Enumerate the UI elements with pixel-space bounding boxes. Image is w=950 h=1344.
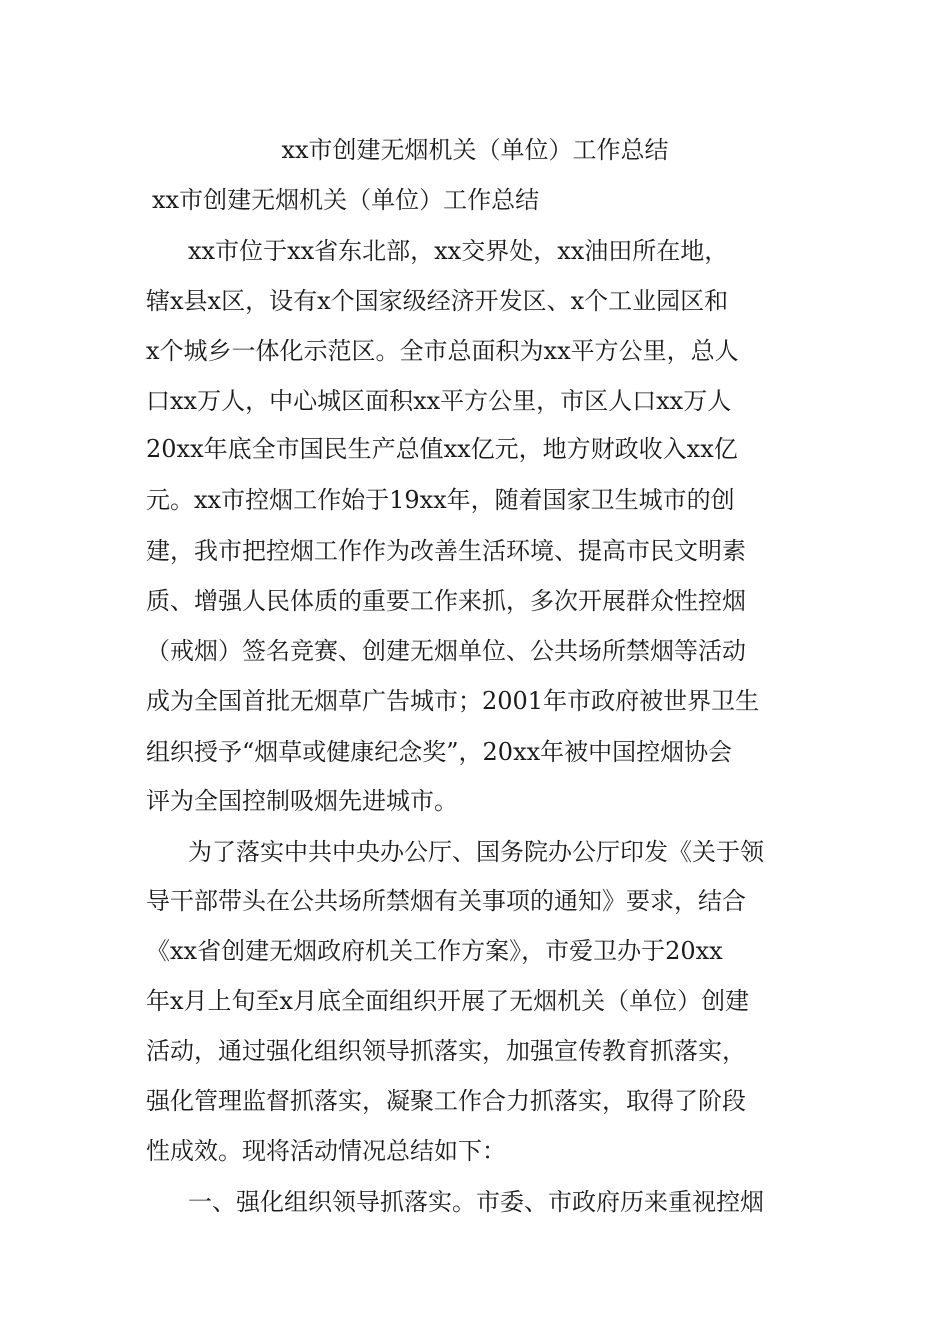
paragraph-2-line-4: 年x月上旬至x月底全面组织开展了无烟机关（单位）创建 — [146, 987, 750, 1015]
paragraph-1-line-1: xx市位于xx省东北部，xx交界处，xx油田所在地， — [188, 237, 729, 265]
paragraph-2-line-2: 导干部带头在公共场所禁烟有关事项的通知》要求，结合 — [146, 887, 746, 915]
paragraph-2-line-5: 活动，通过强化组织领导抓落实，加强宣传教育抓落实， — [146, 1037, 746, 1065]
paragraph-1-line-4: 口xx万人，中心城区面积xx平方公里，市区人口xx万人 — [146, 387, 732, 415]
paragraph-1-line-8: 质、增强人民体质的重要工作来抓，多次开展群众性控烟 — [146, 587, 746, 615]
document-title: xx市创建无烟机关（单位）工作总结 — [281, 136, 669, 164]
paragraph-2-line-1: 为了落实中共中央办公厅、国务院办公厅印发《关于领 — [188, 838, 764, 866]
paragraph-1-line-5: 20xx年底全市国民生产总值xx亿元，地方财政收入xx亿 — [146, 435, 738, 463]
paragraph-1-line-2: 辖x县x区，设有x个国家级经济开发区、x个工业园区和 — [146, 287, 729, 315]
paragraph-2-line-6: 强化管理监督抓落实，凝聚工作合力抓落实，取得了阶段 — [146, 1087, 746, 1115]
paragraph-2-line-7: 性成效。现将活动情况总结如下： — [146, 1137, 506, 1165]
paragraph-1-line-11: 组织授予“烟草或健康纪念奖”，20xx年被中国控烟协会 — [146, 738, 733, 766]
paragraph-3-line-1: 一、强化组织领导抓落实。市委、市政府历来重视控烟 — [188, 1188, 764, 1216]
paragraph-2-line-3: 《xx省创建无烟政府机关工作方案》，市爱卫办于20xx — [146, 937, 723, 965]
paragraph-1-line-3: x个城乡一体化示范区。全市总面积为xx平方公里，总人 — [146, 337, 739, 365]
paragraph-1-line-12: 评为全国控制吸烟先进城市。 — [146, 787, 458, 815]
paragraph-1-line-6: 元。xx市控烟工作始于19xx年，随着国家卫生城市的创 — [146, 486, 735, 514]
paragraph-1-line-9: （戒烟）签名竞赛、创建无烟单位、公共场所禁烟等活动 — [146, 637, 746, 665]
paragraph-1-line-7: 建，我市把控烟工作作为改善生活环境、提高市民文明素 — [146, 537, 746, 565]
document-subtitle: xx市创建无烟机关（单位）工作总结 — [152, 186, 540, 214]
paragraph-1-line-10: 成为全国首批无烟草广告城市；2001年市政府被世界卫生 — [146, 687, 760, 715]
